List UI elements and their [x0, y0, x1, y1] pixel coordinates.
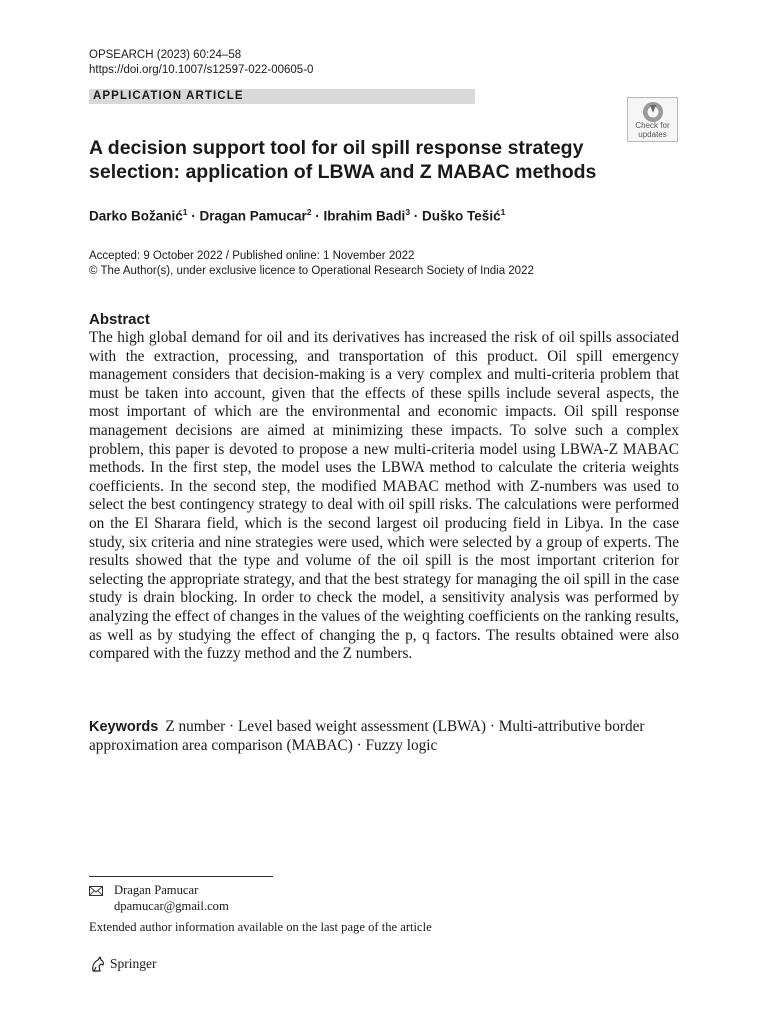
- check-updates-line2: updates: [638, 129, 667, 139]
- crossmark-icon: [641, 101, 665, 123]
- affiliation-marker: 1: [500, 207, 506, 217]
- publisher-name: Springer: [110, 956, 157, 971]
- journal-info: [89, 48, 313, 78]
- author-name[interactable]: Dragan Pamucar: [199, 208, 307, 224]
- publication-dates: [89, 249, 534, 279]
- dates-line: Accepted: 9 October 2022 / Published online: 1 November 2022: [89, 250, 415, 262]
- check-updates-line1: Check for: [635, 121, 670, 130]
- corresponding-author-footnote: [89, 882, 389, 916]
- copyright-line: © The Author(s), under exclusive licence to Operational Research Society of India 2022: [89, 265, 534, 277]
- article-title: A decision support tool for oil spill response strategy selection: application of LBWA and Z MABAC methods: [89, 137, 597, 183]
- author-separator: ·: [311, 208, 324, 224]
- corresponding-author-email[interactable]: dpamucar@gmail.com: [114, 899, 229, 913]
- springer-horse-icon: [89, 955, 107, 973]
- doi-link[interactable]: https://doi.org/10.1007/s12597-022-00605-0: [89, 64, 314, 76]
- article-type-banner: [89, 89, 475, 104]
- corresponding-author-name: Dragan Pamucar: [114, 883, 199, 897]
- keywords-text: Z number · Level based weight assessment (LBWA) · Multi-attributive border approximation area comparison (MABAC) · Fuzzy logic: [89, 718, 645, 754]
- affiliation-marker: 1: [182, 207, 188, 217]
- abstract-heading: Abstract: [89, 311, 150, 328]
- author-list: [89, 207, 505, 224]
- author-separator: ·: [187, 208, 200, 224]
- author-name[interactable]: Ibrahim Badi: [323, 208, 406, 224]
- extended-author-info: Extended author information available on the last page of the article: [89, 920, 432, 934]
- author-name[interactable]: Duško Tešić: [422, 208, 501, 224]
- affiliation-marker: 2: [306, 207, 312, 217]
- keywords-section: [89, 718, 679, 755]
- abstract-text: The high global demand for oil and its derivatives has increased the risk of oil spills associated with the extraction, processing, and transportation of this product. Oil spill emergency management considers that decision-making is a very complex and multi-criteria problem that must be taken into account, given that the effects of these spills include several aspects, the most important of which are the environmental and economic impacts. Oil spill response management decisions are aimed at minimizing these impacts. To solve such a complex problem, this paper is devoted to propose a new multi-criteria model using LBWA-Z MABAC methods. In the first step, the model uses the LBWA method to calculate the criteria weights coefficients. In the second step, the modified MABAC method with Z-numbers was used to select the best contingency strategy to deal with oil spill risks. The calculations were performed on the El Sharara field, which is the second largest oil producing field in Libya. In the case study, six criteria and nine strategies were used, which were selected by a group of experts. The results showed that the type and volume of the oil spill is the most important criterion for selecting the appropriate strategy, and that the best strategy for managing the oil spill in the case study is drain blocking. In order to check the model, a sensitivity analysis was performed by analyzing the effect of changes in the values of the weighting coefficients on the ranking results, as well as by studying the effect of changing the p, q factors. The results obtained were also compared with the fuzzy method and the Z numbers.: [89, 329, 679, 663]
- keywords-label: Keywords: [89, 719, 159, 735]
- envelope-icon: [89, 886, 103, 896]
- journal-citation: OPSEARCH (2023) 60:24–58: [89, 49, 242, 61]
- article-type-label: APPLICATION ARTICLE: [93, 90, 244, 102]
- footnote-divider: [89, 876, 273, 877]
- author-name[interactable]: Darko Božanić: [89, 208, 183, 224]
- author-separator: ·: [410, 208, 423, 224]
- affiliation-marker: 3: [405, 207, 411, 217]
